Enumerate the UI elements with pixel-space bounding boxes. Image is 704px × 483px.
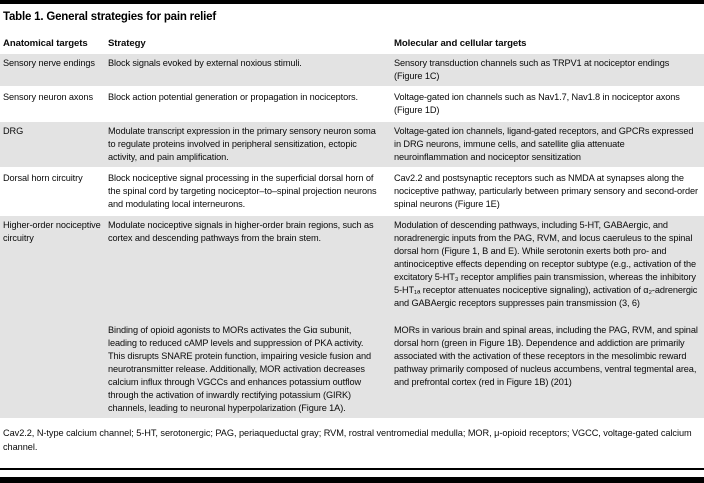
cell-strategy: Block action potential generation or propagation in nociceptors. (108, 92, 358, 102)
cell-molecular-targets: MORs in various brain and spinal areas, including the PAG, RVM, and spinal dorsal horn (green in Figure 1B). Dependence and addiction are primarily associated with the activation of these receptors in the mesolimbic reward pathway primarily composed of nucleus accumbens, ventral tegmental area, and prefrontal cortex (red in Figure 1B) (201) (394, 325, 698, 387)
paragraph-row (107, 216, 704, 313)
table-title: Table 1. General strategies for pain relief (3, 11, 216, 23)
cell-molecular-targets: Cav2.2 and postsynaptic receptors such as NMDA at synapses along the nociceptive pathway, particularly between primary sensory and second-order spinal neurons (Figure 1E) (394, 173, 698, 209)
bottom-rule (0, 477, 704, 483)
table-row (0, 216, 704, 418)
table-row (0, 88, 704, 120)
cell-anatomical-target: DRG (3, 126, 24, 136)
table-row (0, 169, 704, 214)
cell-strategy: Modulate nociceptive signals in higher-order brain regions, such as cortex and descending pathways from the brain stem. (108, 220, 374, 243)
table-row (0, 54, 704, 86)
cell-molecular-targets: Sensory transduction channels such as TRPV1 at nociceptor endings (Figure 1C) (394, 58, 670, 81)
cell-molecular-targets: Voltage-gated ion channels, ligand-gated receptors, and GPCRs expressed in DRG neurons, immune cells, and satellite glia attenuate neuroinflammation and nociceptor sensitization (394, 126, 694, 162)
table-footnote: Cav2.2, N-type calcium channel; 5-HT, serotonergic; PAG, periaqueductal gray; RVM, rostral ventromedial medulla; MOR, μ-opioid receptors; VGCC, voltage-gated calcium channel. (3, 428, 692, 452)
paragraph-row (107, 321, 704, 418)
column-header-anatomical-targets: Anatomical targets (3, 38, 88, 49)
cell-anatomical-target: Sensory nerve endings (3, 58, 95, 68)
cell-molecular-targets: Modulation of descending pathways, including 5-HT, GABAergic, and noradrenergic inputs from the PAG, RVM, and locus caeruleus to the spinal dorsal horn (Figure 1, B and E). While serotonin exerts both pro- and antinociceptive effects depending on receptor subtype (e.g., activation of the excitatory 5-HT₃ receptor amplifies pain transmission, whereas the inhibitory 5-HT₁ₐ receptor attenuates nociceptive signaling), activation of α₂-adrenergic and GABAergic receptors suppresses pain transmission (3, 6) (394, 220, 698, 308)
cell-strategy: Block signals evoked by external noxious stimuli. (108, 58, 302, 68)
cell-strategy: Block nociceptive signal processing in the superficial dorsal horn of the spinal cord by targeting nociceptor–to–spinal projection neurons and modulating local interneurons. (108, 173, 377, 209)
cell-anatomical-target: Higher-order nociceptive circuitry (3, 220, 101, 243)
cell-paragraph-group (107, 216, 704, 418)
table-header-row (0, 23, 704, 54)
cell-anatomical-target: Dorsal horn circuitry (3, 173, 83, 183)
footnote-rule (0, 468, 704, 470)
column-header-strategy: Strategy (108, 38, 146, 49)
cell-strategy: Modulate transcript expression in the primary sensory neuron soma to regulate proteins involved in peripheral sensitization, ectopic activity, and pain amplification. (108, 126, 376, 162)
column-header-molecular-targets: Molecular and cellular targets (394, 38, 527, 49)
cell-strategy: Binding of opioid agonists to MORs activates the Giα subunit, leading to reduced cAMP levels and suppression of PKA activity. This disrupts SNARE protein function, impairing vesicle fusion and neurotransmitter release. Additionally, MOR activation decreases calcium influx through VGCCs and enhances potassium outflow through the activation of inwardly rectifying potassium (GIRK) channels, leading to neuronal hyperpolarization (Figure 1A). (108, 325, 372, 413)
table-row (0, 122, 704, 167)
cell-molecular-targets: Voltage-gated ion channels such as Nav1.7, Nav1.8 in nociceptor axons (Figure 1D) (394, 92, 680, 115)
cell-anatomical-target: Sensory neuron axons (3, 92, 93, 102)
